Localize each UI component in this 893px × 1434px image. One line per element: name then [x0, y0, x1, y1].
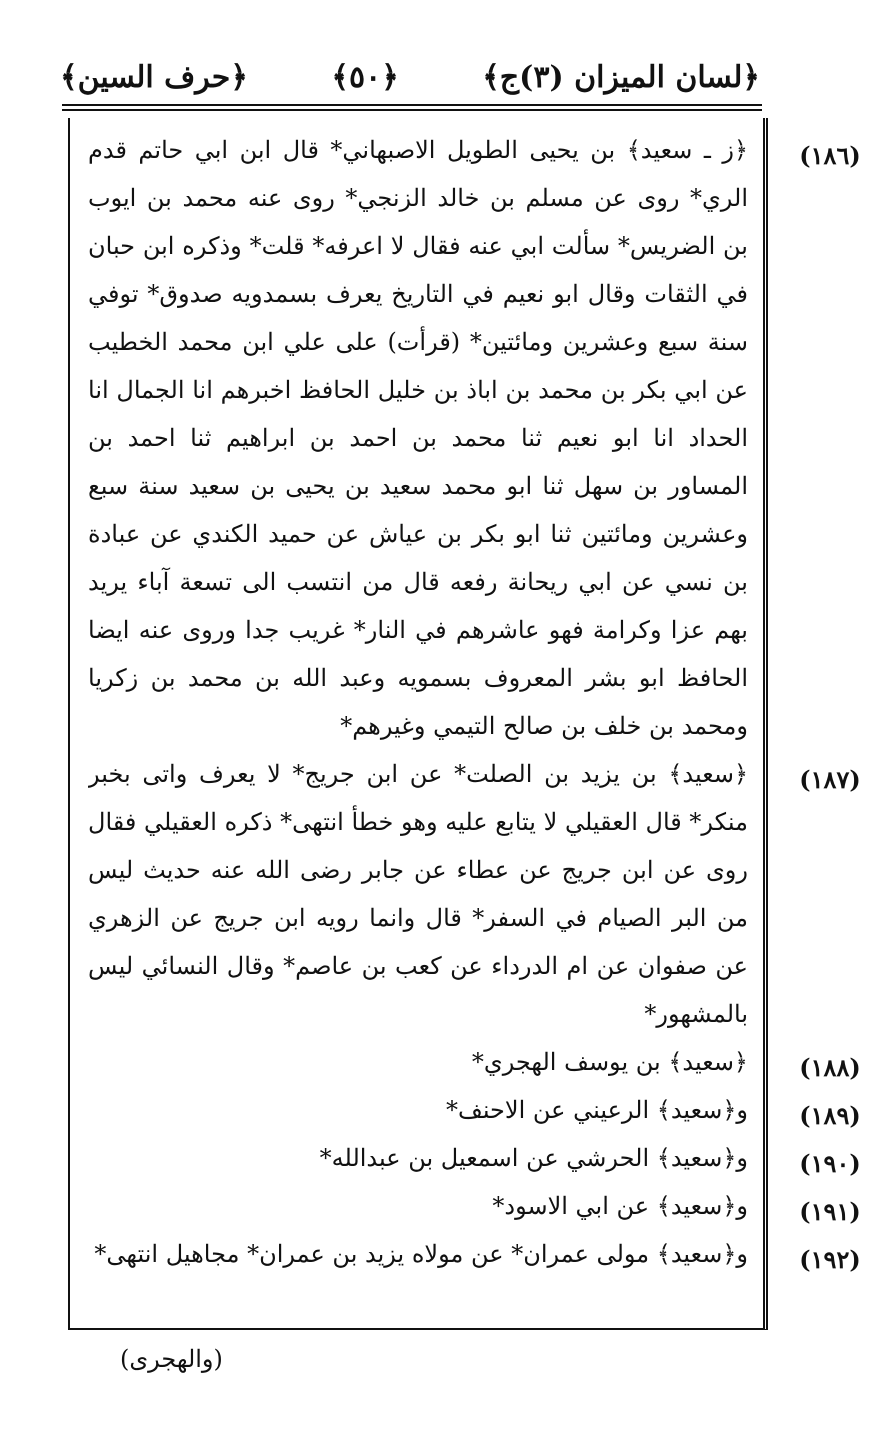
- book-title: ﴿لسان الميزان (٣)ج﴾: [482, 59, 760, 95]
- entry-number: (١٩٠): [799, 1149, 861, 1178]
- entry-text: و﴿سعيد﴾ مولى عمران* عن مولاه يزيد بن عمران* مجاهيل انتهى*: [94, 1240, 748, 1268]
- header-rule-double: [62, 109, 762, 111]
- entry-189: [88, 1086, 748, 1134]
- entry-192: [88, 1230, 748, 1278]
- entry-number: (١٩١): [799, 1197, 861, 1226]
- entry-text: ﴿ز ـ سعيد﴾ بن يحيى الطويل الاصبهاني* قال ابن ابي حاتم قدم الري* روى عن مسلم بن خالد الزنجي* روى عنه محمد بن ايوب بن الضريس* سألت ابي عنه فقال لا اعرفه* قلت* وذكره ابن حبان في الثقات وقال ابو نعيم في التاريخ يعرف بسمدويه صدوق* توفي سنة سبع وعشرين ومائتين* (قرأت) على علي ابن محمد الخطيب عن ابي بكر بن محمد بن اباذ بن خليل الحافظ اخبرهم انا الجمال انا الحداد انا ابو نعيم ثنا محمد بن احمد بن ابراهيم ثنا احمد بن المساور بن سهل ثنا ابو محمد سعيد بن يحيى بن سعيد سنة سبع وعشرين ومائتين ثنا ابو بكر بن عياش عن حميد الكندي عن عبادة بن نسي عن ابي ريحانة رفعه قال من انتسب الى تسعة آباء يريد بهم عزا وكرامة فهو عاشرهم في النار* غريب جدا وروى عنه ايضا الحافظ ابو بشر المعروف بسمويه وعبد الله بن محمد بن زكريا ومحمد بن خلف بن صالح التيمي وغيرهم*: [88, 136, 748, 740]
- entry-text: ﴿سعيد﴾ بن يزيد بن الصلت* عن ابن جريج* لا يعرف واتى بخبر منكر* قال العقيلي لا يتابع عليه وهو خطأ انتهى* ذكره العقيلي فقال روى عن ابن جريج عن عطاء عن جابر رضى الله عنه حديث ليس من البر الصيام في السفر* قال وانما رويه ابن جريج عن الزهري عن صفوان عن ام الدرداء عن كعب بن عاصم* وقال النسائي ليس بالمشهور*: [88, 760, 748, 1028]
- entry-188: [88, 1038, 748, 1086]
- entry-186: [88, 126, 748, 750]
- entry-text: ﴿سعيد﴾ بن يوسف الهجري*: [471, 1048, 748, 1076]
- entry-190: [88, 1134, 748, 1182]
- entry-number: (١٨٨): [799, 1053, 861, 1082]
- page-number: ﴿٥٠﴾: [331, 59, 399, 95]
- entry-text: و﴿سعيد﴾ الحرشي عن اسمعيل بن عبدالله*: [319, 1144, 748, 1172]
- entry-text: و﴿سعيد﴾ الرعيني عن الاحنف*: [445, 1096, 748, 1124]
- main-text: [88, 126, 748, 1278]
- header-rule: [62, 104, 762, 106]
- entry-number: (١٨٩): [799, 1101, 861, 1130]
- page-header: [60, 52, 760, 102]
- entry-text: و﴿سعيد﴾ عن ابي الاسود*: [492, 1192, 748, 1220]
- entry-number: (١٩٢): [799, 1245, 861, 1274]
- section-title: ﴿حرف السين﴾: [60, 59, 248, 95]
- entry-number: (١٨٧): [799, 765, 861, 794]
- entry-number: (١٨٦): [799, 141, 861, 170]
- footnote: (والهجرى): [120, 1345, 223, 1373]
- entry-187: [88, 750, 748, 1038]
- entry-191: [88, 1182, 748, 1230]
